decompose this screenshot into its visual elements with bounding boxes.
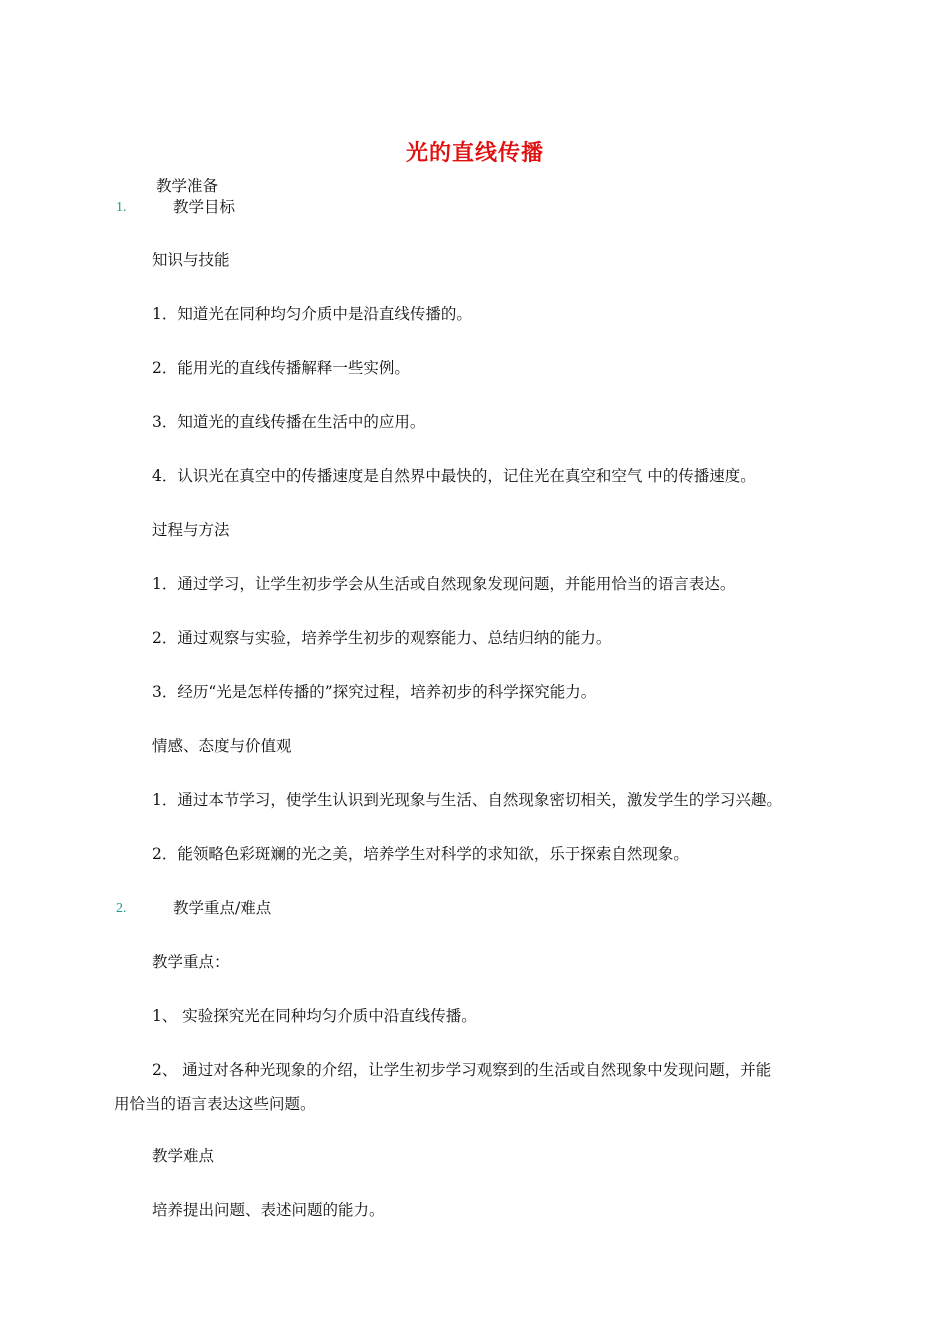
section-heading-focus: 教学重点/难点	[173, 899, 272, 917]
process-item-3: 3．经历“光是怎样传播的”探究过程，培养初步的科学探究能力。	[152, 683, 597, 701]
section-number-1: 1.	[116, 200, 127, 215]
attitude-heading: 情感、态度与价值观	[152, 737, 292, 755]
attitude-item-1: 1．通过本节学习，使学生认识到光现象与生活、自然现象密切相关，激发学生的学习兴趣。	[152, 791, 782, 809]
key-point-2	[114, 1053, 804, 1121]
key-point-2-line-2: 用恰当的语言表达这些问题。	[114, 1095, 316, 1113]
section-heading-goals: 教学目标	[173, 198, 236, 216]
document-title: 光的直线传播	[405, 141, 544, 166]
difficulty-text: 培养提出问题、表述问题的能力。	[152, 1201, 385, 1219]
key-points-heading: 教学重点：	[152, 953, 230, 971]
key-point-1: 1、 实验探究光在同种均匀介质中沿直线传播。	[152, 1007, 477, 1025]
attitude-item-2: 2．能领略色彩斑斓的光之美，培养学生对科学的求知欲，乐于探索自然现象。	[152, 845, 689, 863]
section-number-2: 2.	[116, 901, 127, 916]
prep-heading: 教学准备	[156, 177, 219, 195]
process-heading: 过程与方法	[152, 521, 230, 539]
knowledge-item-1: 1．知道光在同种均匀介质中是沿直线传播的。	[152, 305, 472, 323]
knowledge-heading: 知识与技能	[152, 251, 230, 269]
knowledge-item-4: 4．认识光在真空中的传播速度是自然界中最快的，记住光在真空和空气 中的传播速度。	[152, 467, 756, 485]
knowledge-item-3: 3．知道光的直线传播在生活中的应用。	[152, 413, 426, 431]
difficulty-heading: 教学难点	[152, 1147, 215, 1165]
process-item-2: 2．通过观察与实验，培养学生初步的观察能力、总结归纳的能力。	[152, 629, 612, 647]
key-point-2-line-1: 2、 通过对各种光现象的介绍，让学生初步学习观察到的生活或自然现象中发现问题，并能	[152, 1061, 772, 1079]
knowledge-item-2: 2．能用光的直线传播解释一些实例。	[152, 359, 410, 377]
process-item-1: 1．通过学习，让学生初步学会从生活或自然现象发现问题，并能用恰当的语言表达。	[152, 575, 736, 593]
